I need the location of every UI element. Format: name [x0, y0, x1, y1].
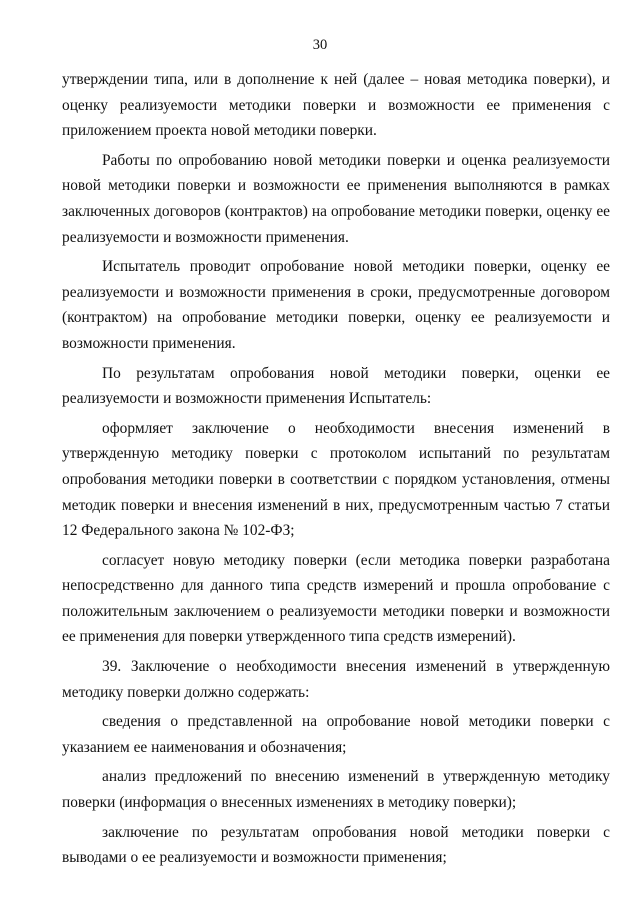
paragraph-approve-method: согласует новую методику поверки (если методика поверки разработана непосредственно для данного типа средств измерений и прошла опробование с положительным заключением о реализуемости методики поверки и возможности ее применения для поверки утвержденного типа средств измерений).	[62, 551, 610, 646]
paragraph-analysis: анализ предложений по внесению изменений в утвержденную методику поверки (информация о внесенных изменениях в методику поверки);	[62, 768, 610, 812]
page-number: 30	[312, 37, 328, 53]
paragraph-info-presented: сведения о представленной на опробование новой методики поверки с указанием ее наименования и обозначения;	[62, 713, 610, 756]
paragraph-conclusion-issue: оформляет заключение о необходимости внесения изменений в утвержденную методику поверки с протоколом испытаний по результатам опробования методики поверки в соответствии с порядком установления, отмены методик поверки и внесения изменений в них, предусмотренным частью 7 статьи 12 Федерального закона № 102-ФЗ;	[62, 419, 610, 540]
paragraph-work-testing: Работы по опробованию новой методики поверки и оценка реализуемости новой методики поверки и возможности ее применения выполняются в рамках заключенных договоров (контрактов) на опробование методики поверки, оценку ее реализуемости и возможности применения.	[62, 151, 610, 246]
paragraph-item-39: 39. Заключение о необходимости внесения изменений в утвержденную методику поверки должно содержать:	[62, 658, 610, 701]
paragraph-tester-conducts: Испытатель проводит опробование новой методики поверки, оценку ее реализуемости и возможности применения в сроки, предусмотренные договором (контрактом) на опробование методики поверки, оценку ее реализуемости и возможности применения.	[62, 258, 610, 352]
document-body	[62, 67, 610, 871]
paragraph-conclusion-results: заключение по результатам опробования новой методики поверки с выводами о ее реализуемости и возможности применения;	[62, 823, 610, 867]
paragraph-continuation: утверждении типа, или в дополнение к ней (далее – новая методика поверки), и оценку реализуемости методики поверки и возможности ее применения с приложением проекта новой методики поверки.	[62, 71, 610, 140]
paragraph-results-intro: По результатам опробования новой методики поверки, оценки ее реализуемости и возможности применения Испытатель:	[62, 364, 610, 408]
